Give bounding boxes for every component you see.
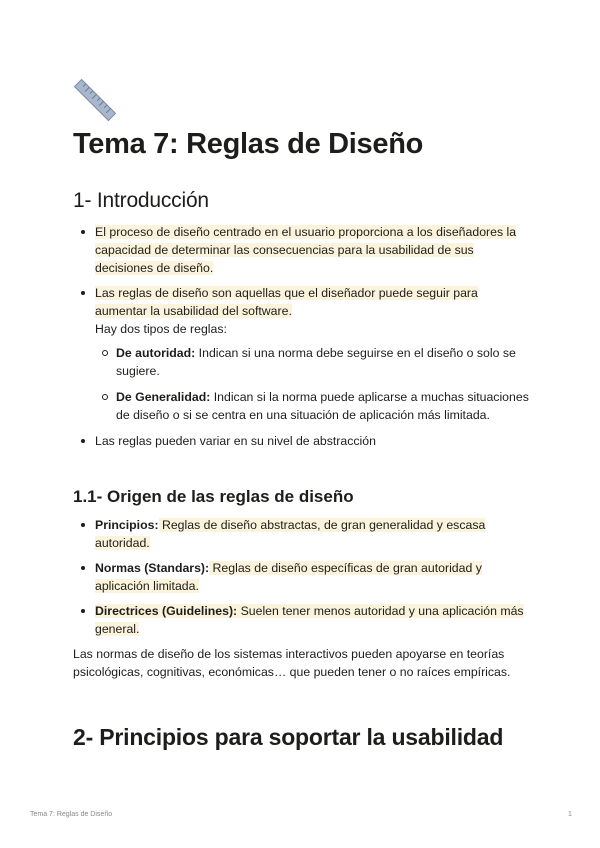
sub-list-item: [95, 344, 533, 380]
ruler-icon: [73, 78, 117, 122]
subsection-heading-origen: 1.1- Origen de las reglas de diseño: [73, 487, 354, 506]
item-label: Principios:: [95, 518, 159, 532]
bullet-text: El proceso de diseño centrado en el usuario proporciona a los diseñadores la capacidad de determinar las consecuencias para la usabilidad de sus decisiones de diseño.: [95, 225, 517, 275]
intro-list: [73, 223, 533, 457]
sub-item-label: De Generalidad:: [116, 390, 211, 404]
sub-item-label: De autoridad:: [116, 346, 196, 360]
item-label: Normas (Standars):: [95, 561, 210, 575]
page-title: Tema 7: Reglas de Diseño: [73, 128, 424, 160]
item-label: Directrices (Guidelines):: [95, 604, 238, 618]
page-number: 1: [568, 811, 572, 818]
bullet-text-highlight: Las reglas de diseño son aquellas que el diseñador puede seguir para aumentar la usabilidad del software.: [95, 286, 478, 318]
list-item: [73, 559, 533, 595]
sub-item-text: Indican si la norma puede aplicarse a muchas situaciones de diseño o si se centra en una situación de aplicación más limitada.: [116, 390, 529, 422]
list-item: [73, 223, 533, 277]
sub-item-text: Indican si una norma debe seguirse en el diseño o solo se sugiere.: [116, 346, 516, 378]
list-item: [73, 516, 533, 552]
sub-list-item: [95, 388, 533, 424]
item-text: Reglas de diseño abstractas, de gran generalidad y escasa autoridad.: [95, 518, 486, 550]
paragraph: Las normas de diseño de los sistemas interactivos pueden apoyarse en teorías psicológicas, cognitivas, económicas… que pueden tener o no raíces empíricas.: [73, 647, 511, 679]
origen-list: [73, 516, 533, 681]
item-text: Reglas de diseño específicas de gran autoridad y aplicación limitada.: [95, 561, 482, 593]
list-item: [73, 284, 533, 424]
list-item: [73, 432, 533, 450]
list-item: [73, 602, 533, 638]
bullet-text: Las reglas pueden variar en su nivel de abstracción: [95, 434, 376, 448]
section-heading-introduccion: 1- Introducción: [73, 189, 209, 212]
section-heading-principios: 2- Principios para soportar la usabilidad: [73, 724, 504, 750]
bullet-text: Hay dos tipos de reglas:: [95, 322, 227, 336]
footer-title: Tema 7: Reglas de Diseño: [30, 811, 113, 818]
item-text: Suelen tener menos autoridad y una aplicación más general.: [95, 604, 524, 636]
